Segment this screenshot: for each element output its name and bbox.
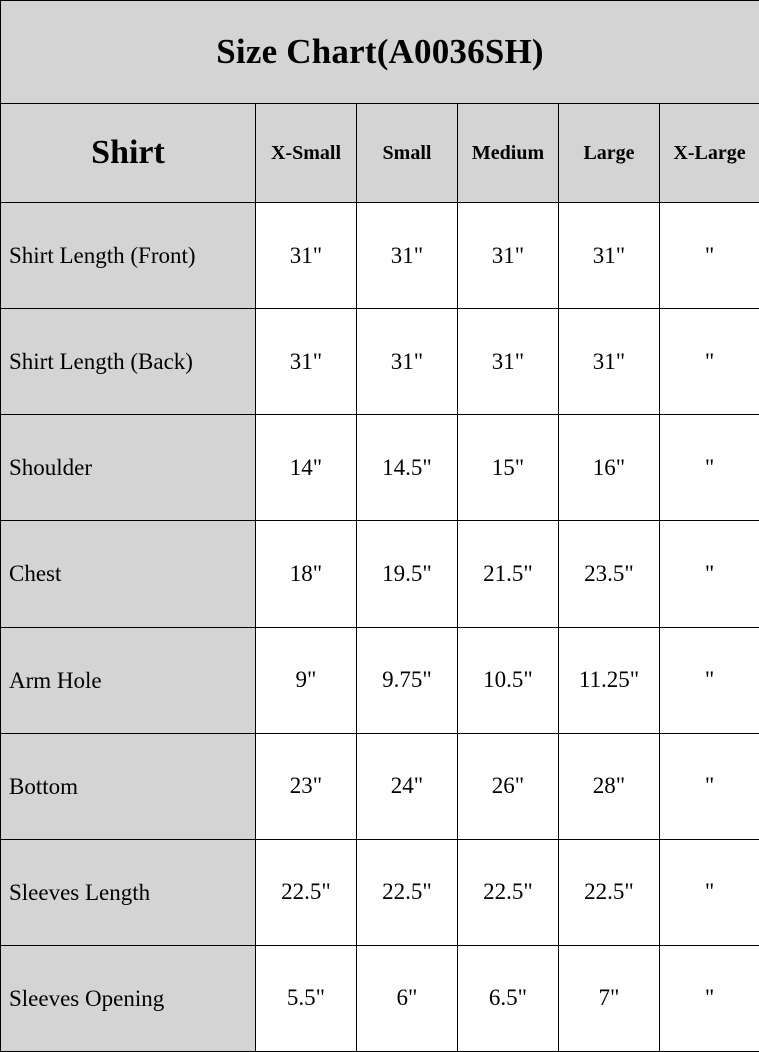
cell-value: 19.5" [357, 521, 458, 627]
cell-value: 15" [458, 415, 559, 521]
table-row [1, 945, 759, 1051]
cell-value: 31" [559, 309, 660, 415]
cell-value: 9" [256, 627, 357, 733]
row-label-sleeves-length: Sleeves Length [1, 839, 256, 945]
cell-value: 21.5" [458, 521, 559, 627]
cell-value: 22.5" [458, 839, 559, 945]
row-label-shoulder: Shoulder [1, 415, 256, 521]
cell-value: 31" [458, 309, 559, 415]
column-header-large: Large [559, 104, 660, 203]
cell-value: 10.5" [458, 627, 559, 733]
cell-value: 6.5" [458, 945, 559, 1051]
cell-value: " [660, 733, 759, 839]
cell-value: 16" [559, 415, 660, 521]
row-label-sleeves-opening: Sleeves Opening [1, 945, 256, 1051]
column-header-medium: Medium [458, 104, 559, 203]
table-row [1, 203, 759, 309]
cell-value: " [660, 309, 759, 415]
cell-value: 24" [357, 733, 458, 839]
cell-value: 6" [357, 945, 458, 1051]
cell-value: 14.5" [357, 415, 458, 521]
table-row [1, 309, 759, 415]
cell-value: 7" [559, 945, 660, 1051]
page-title: Size Chart(A0036SH) [1, 1, 759, 104]
cell-value: 31" [256, 309, 357, 415]
cell-value: " [660, 839, 759, 945]
cell-value: 5.5" [256, 945, 357, 1051]
cell-value: 23.5" [559, 521, 660, 627]
row-label-shirt-length-back: Shirt Length (Back) [1, 309, 256, 415]
column-header-small: Small [357, 104, 458, 203]
cell-value: 31" [458, 203, 559, 309]
cell-value: " [660, 521, 759, 627]
header-row [1, 104, 759, 203]
cell-value: 18" [256, 521, 357, 627]
cell-value: 9.75" [357, 627, 458, 733]
cell-value: 28" [559, 733, 660, 839]
row-label-arm-hole: Arm Hole [1, 627, 256, 733]
cell-value: " [660, 945, 759, 1051]
table-row [1, 839, 759, 945]
cell-value: " [660, 203, 759, 309]
cell-value: 31" [357, 203, 458, 309]
table-row [1, 627, 759, 733]
cell-value: 23" [256, 733, 357, 839]
table-row [1, 415, 759, 521]
cell-value: 22.5" [559, 839, 660, 945]
cell-value: 31" [256, 203, 357, 309]
row-label-chest: Chest [1, 521, 256, 627]
cell-value: 31" [559, 203, 660, 309]
cell-value: 26" [458, 733, 559, 839]
title-row [1, 1, 759, 104]
table-row [1, 733, 759, 839]
cell-value: 31" [357, 309, 458, 415]
cell-value: 11.25" [559, 627, 660, 733]
column-header-x-large: X-Large [660, 104, 759, 203]
cell-value: " [660, 627, 759, 733]
cell-value: 22.5" [256, 839, 357, 945]
row-header-title: Shirt [1, 104, 256, 203]
cell-value: 14" [256, 415, 357, 521]
row-label-shirt-length-front: Shirt Length (Front) [1, 203, 256, 309]
cell-value: " [660, 415, 759, 521]
column-header-x-small: X-Small [256, 104, 357, 203]
cell-value: 22.5" [357, 839, 458, 945]
table-row [1, 521, 759, 627]
row-label-bottom: Bottom [1, 733, 256, 839]
